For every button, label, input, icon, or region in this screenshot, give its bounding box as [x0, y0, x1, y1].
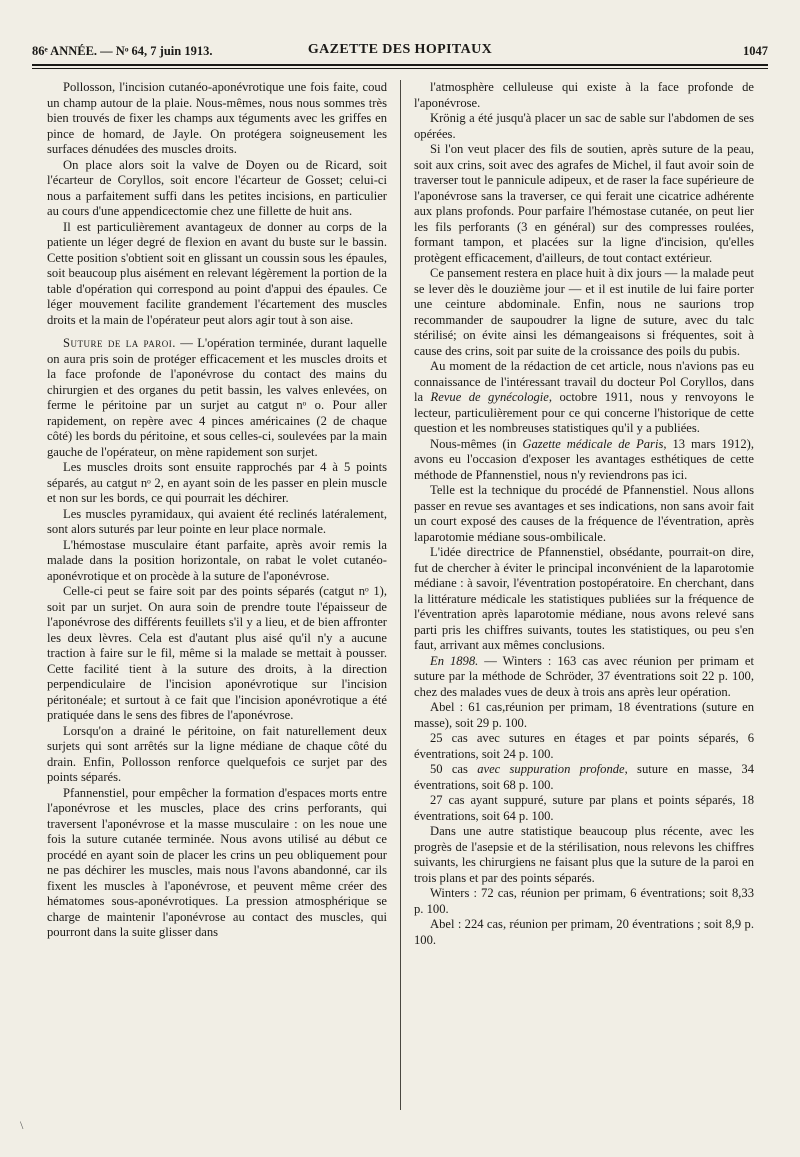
paragraph: Ce pansement restera en place huit à dix jours — la malade peut se lever dès le douzième jour — et il est inutile de lui faire porter une ceinture abdominale. Enfin, nous ne saurions trop recommander de saupoudrer la ligne de suture, avec du talc stérilisé; on évite ainsi les démangeaisons si fréquentes, soit à cause des crins, soit par suite de la croissance des poils du pubis.: [414, 266, 754, 358]
paragraph: [414, 437, 754, 484]
paragraph: [414, 359, 754, 437]
journal-citation: Revue de gynécologie: [430, 390, 549, 404]
journal-citation: Gazette médicale de Paris: [522, 436, 664, 451]
paragraph: Pollosson, l'incision cutanéo-aponévrotique une fois faite, coud un champ autour de la plaie. Nous-mêmes, nous nous sommes très bien trouvés de fixer les champs aux téguments avec les griffes en pince de homard, de Jayle. On protégera soigneusement les surfaces dénudées des muscles droits.: [47, 80, 387, 156]
paragraph: Abel : 224 cas, réunion per primam, 20 éventrations ; soit 8,9 p. 100.: [414, 917, 754, 947]
page-number: 1047: [743, 44, 768, 58]
section-gap: [47, 328, 387, 336]
paragraph: Il est particulièrement avantageux de donner au corps de la patiente un léger degré de flexion en avant du buste sur le bassin. Cette position s'obtient soit en glissant un coussin sous les épaules, soit beaucoup plus aisément en relevant légèrement la portion de la table d'opération qui correspond au point d'appui des épaules. Ce léger mouvement facilite grandement l'écartement des muscles droits et la main de l'opérateur peut alors agir tout à son aise.: [47, 219, 387, 327]
section-heading: Suture de la paroi.: [63, 336, 176, 350]
journal-title: GAZETTE DES HOPITAUX: [307, 42, 493, 57]
paragraph: Pfannenstiel, pour empêcher la formation d'espaces morts entre l'aponévrose et les muscles, place des crins perforants, qui traversent l'aponévrose et la masse musculaire : on les noue une fois la suture cutanée terminée. Nous avons utilisé au début ce procédé en ayant soin de placer les crins un peu obliquement pour ne pas déchirer les muscles, mais nous l'avons abandonné, car ils fixent les muscles à l'aponévrose, et peuvent même créer des hématomes sous-aponévrotiques. La pression atmosphérique se charge de maintenir l'aponévrose au contact des muscles, qui pourront dans la suite glisser dans: [47, 785, 387, 939]
text-run: , suture en masse, 34 éventrations, soit 68 p. 100.: [414, 762, 754, 792]
text-run: 50 cas: [430, 762, 478, 776]
section-text: — L'opération terminée, durant laquelle on aura pris soin de protéger efficacement et les muscles droits et la face profonde de l'aponévrose du contact des mains du chirurgien et des organes du petit bassin, les valves enlevées, on ferme le péritoine par un surjet au catgut nᵒ o. Pour aller rapidement, on repère avec 4 pinces américaines (2 de chaque côté) les bords du péritoine, et sous celles-ci, soulevées par la main gauche de l'opérateur, on mène rapidement son surjet.: [47, 336, 387, 459]
paragraph: On place alors soit la valve de Doyen ou de Ricard, soit l'écarteur de Coryllos, soit encore l'écarteur de Gosset; celui-ci nous a parfaitement suffi dans les petites incisions, en particulier au cours d'une appendicectomie chez une fillette de huit ans.: [47, 157, 387, 218]
text-run: — Winters : 163 cas avec réunion per primam et suture par la méthode de Schröder, 37 éventrations soit 22 p. 100, chez des malades vues de deux à trois ans après leur opération.: [414, 653, 754, 699]
paragraph: l'atmosphère celluleuse qui existe à la face profonde de l'aponévrose.: [414, 80, 754, 110]
margin-mark: \: [20, 1118, 24, 1132]
paragraph: Winters : 72 cas, réunion per primam, 6 éventrations; soit 8,33 p. 100.: [414, 886, 754, 916]
text-run: Au moment de la rédaction de cet article, nous n'avions pas eu connaissance de l'intéressant travail du docteur Pol Coryllos, dans la: [414, 359, 754, 404]
paragraph: Si l'on veut placer des fils de soutien, après suture de la peau, soit aux crins, soit avec des agrafes de Michel, il faut avoir soin de traverser tout le pannicule adipeux, et de raser la face supérieure de l'aponévrose sans la traverser, ce qui ferait une cicatrice adhérente aux plans profonds. Pour parfaire l'hémostase cutanée, on peut lier les fils perforants (3 en général) sur des compresses roulées, formant tampon, et placées sur la ligne d'incision, qu'elles protègent efficacement, d'ailleurs, de tout contact extérieur.: [414, 142, 754, 265]
paragraph: Les muscles droits sont ensuite rapprochés par 4 à 5 points séparés, au catgut nᵒ 2, en ayant soin de les passer en plein muscle et non sur les bords, ce qui pourrait les déchirer.: [47, 460, 387, 505]
page-header: [32, 40, 768, 64]
paragraph: Les muscles pyramidaux, qui avaient été reclinés latéralement, sont alors suturés par leur pointe en leur place normale.: [47, 506, 387, 536]
paragraph: Telle est la technique du procédé de Pfannenstiel. Nous allons passer en revue ses avantages et ses indications, non sans avoir fait un court exposé des causes de la fréquence de l'éventration, après laparotomie médiane sous-ombilicale.: [414, 483, 754, 544]
year-label: En 1898.: [430, 653, 479, 668]
paragraph: [414, 762, 754, 793]
paragraph: 25 cas avec sutures en étages et par points séparés, 6 éventrations, soit 24 p. 100.: [414, 731, 754, 761]
paragraph: Dans une autre statistique beaucoup plus récente, avec les progrès de l'asepsie et de la stérilisation, nous relevons les chiffres suivants, les chirurgiens ne faisant plus que la suture de la paroi en trois plans et par des points séparés.: [414, 824, 754, 885]
paragraph: Celle-ci peut se faire soit par des points séparés (catgut nᵒ 1), soit par un surjet. On aura soin de prendre toute l'épaisseur de l'aponévrose des différents feuillets s'il y a lieu, et de bien affronter les deux lèvres. Cela est d'autant plus aisé qu'il n'y a aucune traction à faire sur le fil, même si la malade se mettait à pousser. Cette facilité tient à la suture des droits, à la direction perpendiculaire de l'incision aponévrotique sur l'incision péritonéale; et surtout à ce fait que l'incision aponévrotique a été pratiquée dans le sens des fibres de l'aponévrose.: [47, 584, 387, 722]
paragraph-section: [47, 336, 387, 460]
left-column: [47, 80, 387, 941]
paragraph: Abel : 61 cas,réunion per primam, 18 éventrations (suture en masse), soit 29 p. 100.: [414, 700, 754, 730]
paragraph: Lorsqu'on a drainé le péritoine, on fait naturellement deux surjets qui sont arrêtés sur la ligne médiane de chaque côté du drain. Enfin, Pollosson renforce quelquefois ce surjet par des points séparés.: [47, 723, 387, 784]
paragraph: Krönig a été jusqu'à placer un sac de sable sur l'abdomen de ses opérées.: [414, 111, 754, 141]
header-rule: [32, 64, 768, 66]
paragraph: L'hémostase musculaire étant parfaite, après avoir remis la malade dans la position horizontale, on rabat le volet cutanéo-aponévrotique et on procède à la suture de l'aponévrose.: [47, 537, 387, 583]
right-column: [414, 80, 754, 948]
emphasis: avec suppuration profonde: [477, 762, 625, 776]
text-run: , octobre 1911, nous y renvoyons le lecteur, particulièrement pour ce qui concerne l'historique de cette question et les nombreuses statistiques qu'il y a publiées.: [414, 390, 754, 435]
text-run: , 13 mars 1912), avons eu l'occasion d'exposer les avantages esthétiques de cette méthode de Pfannenstiel, nous n'y reviendrons pas ici.: [414, 436, 754, 482]
issue-info: 86ᵉ ANNÉE. — Nᵒ 64, 7 juin 1913.: [32, 44, 213, 58]
paragraph: 27 cas ayant suppuré, suture par plans et points séparés, 18 éventrations, soit 64 p. 100.: [414, 793, 754, 823]
column-divider: [400, 80, 401, 1110]
header-rule-thin: [32, 68, 768, 69]
paragraph: L'idée directrice de Pfannenstiel, obsédante, pourrait-on dire, fut de chercher à éviter le principal inconvénient de la laparotomie médiane : à savoir, l'éventration postopératoire. En cherchant, dans la littérature médicale les statistiques publiées sur la fréquence de l'éventration après laparotomie médiane, nous avons relevé sans parti pris les chiffres suivants, toutes les statistiques, ou peu s'en faut, arrivant aux mêmes conclusions.: [414, 545, 754, 652]
text-run: Nous-mêmes (in: [430, 436, 523, 451]
paragraph: [414, 654, 754, 701]
